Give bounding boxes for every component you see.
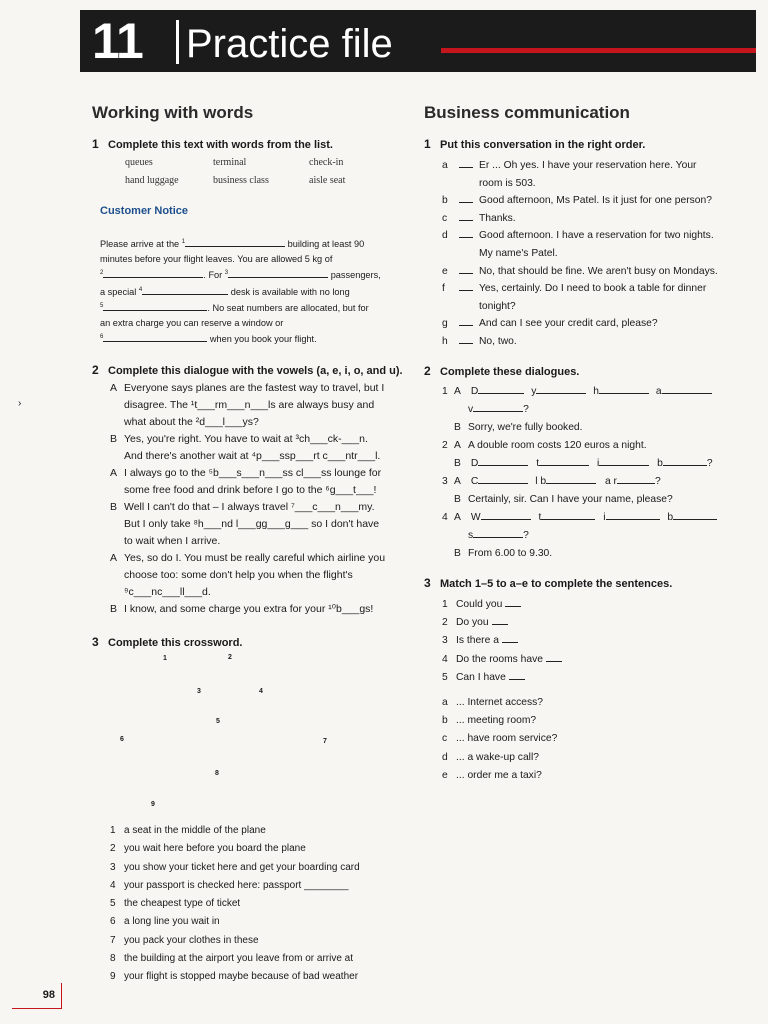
blank-field[interactable] [478,456,528,466]
blank-field[interactable] [103,268,203,278]
complete-dialogues: 1 A D y h a v ? B Sorry, we're fully booked. 2 A A double room costs 120 euros a night. B D t i b ? 3 A C l b a r ? B Certainly, sir. Can I have your name, please? 4 A W t i b s ? B From 6.00 to 9.30. [442,383,752,563]
match-start-item: 1 Could you [442,596,742,614]
match-end-item: b ... meeting room? [442,715,537,727]
vowel-dialogue: A Everyone says planes are the fastest way to travel, but I disagree. The ¹t___rm___n___ls are always busy and what about the ²d___l___ys? B Yes, you're right. You have to wait at ³ch___ck-___n. And there's another wait at ⁴p___ssp___rt c___ntr___l. A I always go to the ⁵b___s___n___ss cl___ss lounge for some free food and drink before I go to the ⁶g___t___! B Well I can't do that – I always travel ⁷___c___n___my. But I only take ⁸h___nd l___gg___g___ so I don't have to wait when I arrive. A Yes, so do I. You must be really careful which airline you choose too: some don't help you when the flight's ⁹c___nc___ll___d. B I know, and some charge you extra for your ¹⁰b___gs! [110,382,386,615]
order-item: e No, that should be fine. We aren't busy on Mondays. [442,265,718,277]
crossword-number: 1 [163,655,167,662]
match-starts [442,596,742,687]
order-blank[interactable] [459,159,473,168]
word-item: aisle seat [309,175,346,186]
question-number: 1 [92,137,99,151]
blank-field[interactable] [617,474,655,484]
clue-item: 2 you wait here before you board the plane [110,843,306,855]
clue-item: 3 you show your ticket here and get your boarding card [110,861,360,873]
clue-item: 9 your flight is stopped maybe because of bad weather [110,971,359,983]
match-end-item: d ... a wake-up call? [442,751,539,763]
customer-notice-text: Please arrive at the $^1$ building at least 90 minutes before your flight leaves. You are allowed 5 kg of $^2$ . For $^3$ passengers, a special $^4$ desk is available with no long $^5$ . No seat numbers are allocated, but for an extra charge you can reserve a window or $^6$ when you book your flight. [100,239,381,345]
match-end-item: c ... have room service? [442,733,558,745]
order-item: a Er ... Oh yes. I have your reservation here. Your [442,160,697,171]
crossword-number: 6 [120,736,124,743]
blank-field[interactable] [228,268,328,278]
question-3-heading: 3 Complete this crossword. [92,635,243,649]
match-start-item: 3 Is there a [442,632,742,650]
crossword-number: 5 [216,718,220,725]
rq3-heading: 3 Match 1–5 to a–e to complete the sentences. [424,576,673,590]
crossword-number: 7 [323,738,327,745]
word-item: hand luggage [125,175,179,186]
crossword-number: 8 [215,770,219,777]
blank-field[interactable] [478,474,528,484]
crossword-number: 4 [259,688,263,695]
blank-field[interactable] [502,633,518,643]
blank-field[interactable] [599,384,649,394]
order-blank[interactable] [459,194,473,203]
blank-field[interactable] [478,384,524,394]
crossword-number: 3 [197,688,201,695]
order-blank[interactable] [459,282,473,291]
blank-field[interactable] [492,615,508,625]
word-list [125,157,385,193]
order-blank[interactable] [459,212,473,221]
order-item: b Good afternoon, Ms Patel. Is it just for one person? [442,195,712,207]
order-item: g And can I see your credit card, please? [442,318,658,330]
blank-field[interactable] [546,474,596,484]
clue-item: 7 you pack your clothes in these [110,934,259,946]
blank-field[interactable] [509,670,525,680]
crossword-clues [110,822,410,987]
blank-field[interactable] [673,510,717,520]
page-number: 98 [42,989,55,1001]
blank-field[interactable] [185,237,285,247]
notice-title: Customer Notice [100,205,189,217]
blank-field[interactable] [541,510,595,520]
order-item: f Yes, certainly. Do I need to book a table for dinner [442,283,707,295]
match-ends [442,694,742,785]
blank-field[interactable] [103,332,207,342]
page-title: Practice file [186,22,393,66]
order-blank[interactable] [459,265,473,274]
margin-mark: › [18,398,22,409]
match-start-item: 4 Do the rooms have [442,651,742,669]
match-end-item: e ... order me a taxi? [442,769,542,781]
crossword-number: 2 [228,654,232,661]
blank-field[interactable] [662,384,712,394]
blank-field[interactable] [546,652,562,662]
blank-field[interactable] [505,597,521,607]
section-title-working-with-words: Working with words [92,103,254,122]
order-item: h No, two. [442,335,517,347]
word-item: queues [125,157,153,168]
blank-field[interactable] [606,510,660,520]
blank-field[interactable] [473,528,523,538]
blank-field[interactable] [103,301,207,311]
clue-item: 5 the cheapest type of ticket [110,898,241,910]
header-red-rule [441,48,756,53]
crossword-number: 9 [151,801,155,808]
match-start-item: 2 Do you [442,614,742,632]
blank-field[interactable] [663,456,707,466]
clue-item: 1 a seat in the middle of the plane [110,825,266,836]
blank-field[interactable] [599,456,649,466]
order-item: d Good afternoon. I have a reservation for two nights. [442,230,714,242]
blank-field[interactable] [539,456,589,466]
section-title-business-communication: Business communication [424,103,630,122]
page-number-box [12,983,62,1009]
unit-header-bar [80,10,756,72]
word-item: terminal [213,157,247,168]
word-item: business class [213,175,269,186]
conversation-order-list: a Er ... Oh yes. I have your reservation here. Your room is 503. b Good afternoon, Ms Patel. Is it just for one person? c Thanks. d Good afternoon. I have a reservation for two nights. My name's Patel. e No, that should be fine. We aren't busy on Mondays. f Yes, certainly. Do I need to book a table for dinner tonight? g And can I see your credit card, please? h No, two. [442,157,742,351]
question-prompt: Complete this text with words from the list. [108,139,333,151]
rq1-heading: 1 Put this conversation in the right order. [424,137,646,151]
blank-field[interactable] [142,285,228,295]
blank-field[interactable] [473,402,523,412]
match-end-item: a ... Internet access? [442,697,543,708]
order-blank[interactable] [459,229,473,238]
crossword-grid [100,650,400,820]
order-blank[interactable] [459,335,473,344]
clue-item: 8 the building at the airport you leave from or arrive at [110,953,354,965]
question-2-heading: 2 Complete this dialogue with the vowels (a, e, i, o, and u). [92,363,403,377]
clue-item: 4 your passport is checked here: passport ________ [110,879,349,891]
question-1-heading [92,137,333,151]
header-separator [176,20,179,64]
match-start-item: 5 Can I have [442,669,742,687]
order-item: c Thanks. [442,212,516,224]
rq2-heading: 2 Complete these dialogues. [424,364,580,378]
word-item: check-in [309,157,344,168]
order-blank[interactable] [459,317,473,326]
blank-field[interactable] [536,384,586,394]
clue-item: 6 a long line you wait in [110,916,220,928]
unit-number: 11 [92,13,143,69]
blank-field[interactable] [481,510,531,520]
